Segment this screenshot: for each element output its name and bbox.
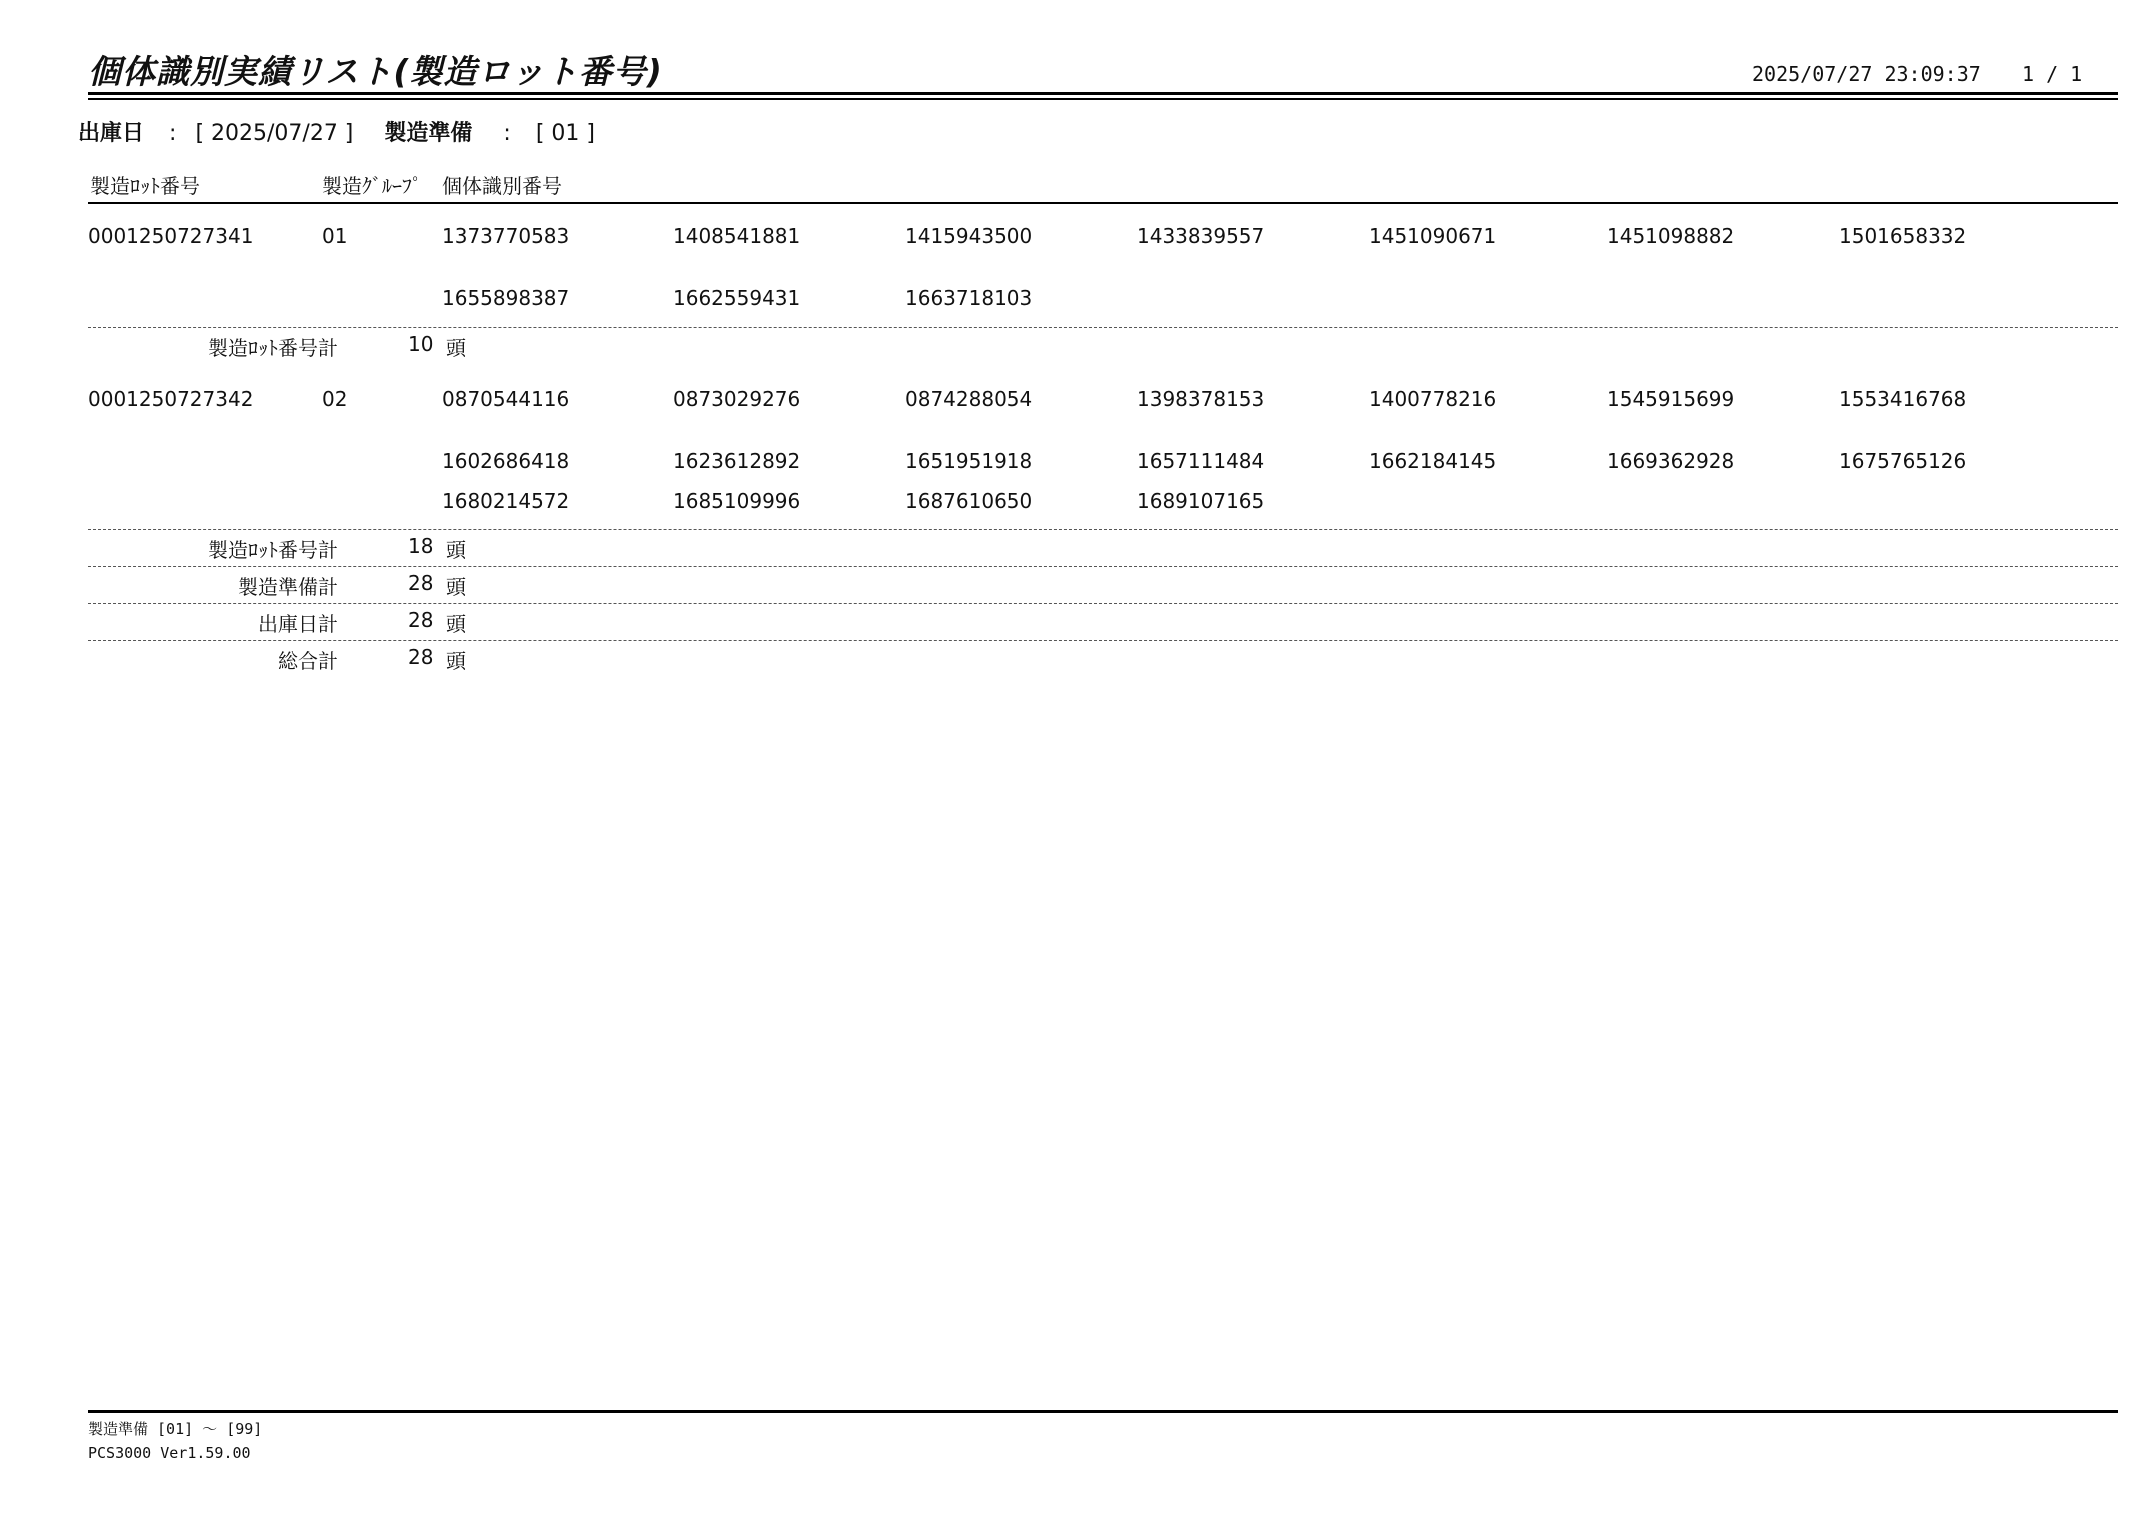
- individual-id: 1663718103: [905, 286, 1033, 310]
- individual-id: 1662184145: [1369, 449, 1497, 473]
- dashed-divider: [88, 327, 2118, 328]
- column-header-lot: 製造ﾛｯﾄ番号: [90, 174, 200, 198]
- title-rule-top: [88, 92, 2118, 95]
- individual-id: 1655898387: [442, 286, 570, 310]
- report-title: 個体識別実績リスト(製造ロット番号): [88, 52, 663, 91]
- title-rule-bottom: [88, 98, 2118, 100]
- lot-subtotal-unit: 頭: [446, 336, 466, 360]
- page-number: 1 / 1: [2022, 62, 2083, 86]
- footer-range: 製造準備 [01] ～ [99]: [88, 1420, 263, 1438]
- grand-total-value: 28: [408, 645, 434, 669]
- prep-label: 製造準備: [384, 121, 473, 146]
- separator: :: [169, 121, 177, 146]
- lot-group: 01: [322, 224, 348, 248]
- individual-id: 1685109996: [673, 489, 801, 513]
- individual-id: 1553416768: [1839, 387, 1967, 411]
- individual-id: 0870544116: [442, 387, 570, 411]
- dashed-divider: [88, 603, 2118, 604]
- lot-number: 0001250727342: [88, 387, 254, 411]
- ship-date-label: 出庫日: [78, 121, 145, 146]
- dashed-divider: [88, 566, 2118, 567]
- column-header-ids: 個体識別番号: [442, 174, 562, 198]
- lot-subtotal-label: 製造ﾛｯﾄ番号計: [208, 336, 338, 360]
- footer-rule: [88, 1410, 2118, 1413]
- prep-total-unit: 頭: [446, 575, 466, 599]
- lot-subtotal-value: 10: [408, 332, 434, 356]
- individual-id: 1373770583: [442, 224, 570, 248]
- dashed-divider: [88, 529, 2118, 530]
- lot-subtotal-value: 18: [408, 534, 434, 558]
- print-datetime: 2025/07/27 23:09:37: [1752, 62, 1981, 86]
- ship-date-total-label: 出庫日計: [258, 612, 338, 636]
- lot-subtotal-label: 製造ﾛｯﾄ番号計: [208, 538, 338, 562]
- header-rule: [88, 202, 2118, 204]
- lot-group: 02: [322, 387, 348, 411]
- individual-id: 1657111484: [1137, 449, 1265, 473]
- individual-id: 1687610650: [905, 489, 1033, 513]
- lot-number: 0001250727341: [88, 224, 254, 248]
- individual-id: 1689107165: [1137, 489, 1265, 513]
- individual-id: 1651951918: [905, 449, 1033, 473]
- dashed-divider: [88, 640, 2118, 641]
- prep-total-label: 製造準備計: [238, 575, 338, 599]
- individual-id: 1400778216: [1369, 387, 1497, 411]
- individual-id: 1662559431: [673, 286, 801, 310]
- prep-value: [ 01 ]: [535, 121, 595, 146]
- individual-id: 1623612892: [673, 449, 801, 473]
- grand-total-label: 総合計: [278, 649, 338, 673]
- individual-id: 1545915699: [1607, 387, 1735, 411]
- ship-date-total-unit: 頭: [446, 612, 466, 636]
- individual-id: 1398378153: [1137, 387, 1265, 411]
- column-header-group: 製造ｸﾞﾙｰﾌﾟ: [322, 174, 422, 198]
- footer-version: PCS3000 Ver1.59.00: [88, 1444, 251, 1462]
- individual-id: 1433839557: [1137, 224, 1265, 248]
- individual-id: 0874288054: [905, 387, 1033, 411]
- search-conditions: [78, 116, 601, 147]
- individual-id: 1680214572: [442, 489, 570, 513]
- individual-id: 1451098882: [1607, 224, 1735, 248]
- separator: :: [503, 121, 511, 146]
- lot-subtotal-unit: 頭: [446, 538, 466, 562]
- individual-id: 1669362928: [1607, 449, 1735, 473]
- prep-total-value: 28: [408, 571, 434, 595]
- individual-id: 1408541881: [673, 224, 801, 248]
- individual-id: 1451090671: [1369, 224, 1497, 248]
- grand-total-unit: 頭: [446, 649, 466, 673]
- ship-date-value: [ 2025/07/27 ]: [195, 121, 354, 146]
- individual-id: 1415943500: [905, 224, 1033, 248]
- individual-id: 1501658332: [1839, 224, 1967, 248]
- individual-id: 0873029276: [673, 387, 801, 411]
- individual-id: 1675765126: [1839, 449, 1967, 473]
- ship-date-total-value: 28: [408, 608, 434, 632]
- individual-id: 1602686418: [442, 449, 570, 473]
